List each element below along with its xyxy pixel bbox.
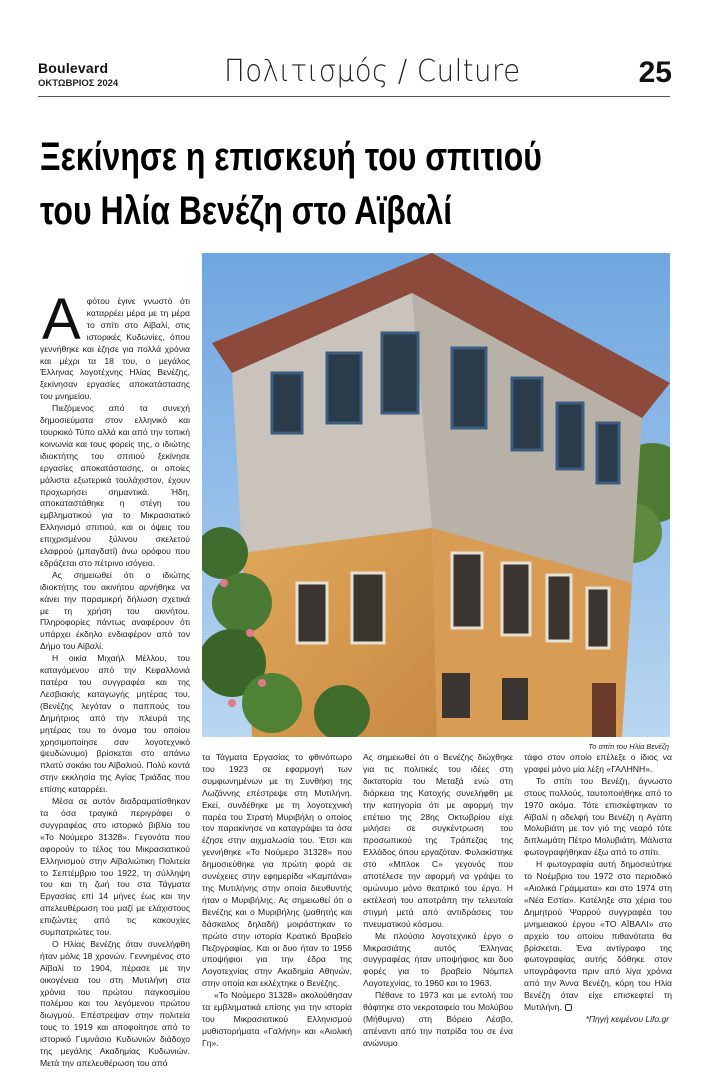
paragraph: τα Τάγματα Εργασίας το φθινόπωρο του 1923 σε εφαρμογή των συμφωνημένων με τη Συνθήκη της Λωζάννης επέστρεψε στη Μυτιλήνη. Εκεί, συνδέθηκε με τη λογοτεχνική παρέα του Στρατή Μυριβήλη ο οποίος τον παρακίνησε να καταγράψει τα όσα έζησε στην αιχμαλωσία του. Έτσι και γεννήθηκε «Το Νούμερο 31328» που δημοσιεύθηκε για πρώτη φορά σε συνέχειες στην εφημερίδα «Καμπάνα» της Μυτιλήνης στην οποία διευθυντής ήταν ο Μυριβήλης. Ας σημειωθεί ότι ο Βενέζης και ο Μυριβήλης (μαθητής και δάσκαλος δηλαδή) μοιράστηκαν το πρώτο στην ιστορία Κρατικό Βραβείο Πεζογραφίας. Και οι δυο ήταν το 1956 υποψήφιοι για την έδρα της Λογοτεχνίας στην Ακαδημία Αθηνών, στην οποία και εκλέχτηκε ο Βενέζης. bbox=[202, 752, 352, 989]
paragraph: Ας σημειωθεί ότι ο Βενέζης διώχθηκε για τις πολιτικές του ιδέες στη δικτατορία του Μεταξά ενώ στη διάρκεια της Κατοχής συνελήφθη με την κατηγορία ότι με αφορμή την επέτειο της 28ης Οκτωβρίου είχε μιλήσει σε συγκέντρωση του προσωπικού της Τράπεζας της Ελλάδος όπου εργαζόταν. Φυλακίστηκε στο «Μπλοκ C» γεγονός που αποτέλεσε την αφορμή να γράψει το ομώνυμο μόνο θεατρικό του έργο. Η εκτέλεσή του αποτράπη την τελευταία στιγμή μετά από αντιδράσεις του πνευματικού κόσμου. bbox=[363, 752, 513, 929]
paragraph-text: Η φωτογραφία αυτή δημοσιεύτηκε το Νοέμβριο του 1972 στο περιοδικό «Αιολικά Γράμματα» και στο 1974 στη «Νέα Εστία». Κατέληξε στα χέρια του Δημητρού Ψαρρού συγγραφέα του μνημειακού έργου «ΤΟ ΑΪΒΑΛΙ» στο αρχείο του οποίου πιθανότατα θα βρίσκεται. Ένα αντίγραφο της φωτογραφίας αυτής δόθηκε στον υπογράφοντα πριν από λίγα χρόνια από την Άννα Βενέζη, κόρη του Ηλία Βενέζη όταν είχε επισκεφτεί τη Μυτιλήνη. bbox=[524, 859, 672, 1013]
house-illustration bbox=[202, 253, 670, 737]
photo-caption: Το σπίτι του Ηλία Βενέζη bbox=[588, 742, 669, 751]
page-header bbox=[38, 54, 678, 96]
paragraph: Ο Ηλίας Βενέζης όταν συνελήφθη ήταν μόλις 18 χρονών. Γεννημένος στο Αϊβαλί το 1904, πέρασε με την οικογένεια του στη Μυτιλήνη στα χρόνια του πρώτου παγκοσμίου πολέμου και του λεγόμενου πρώτου διωγμού. Επέστρεψαν στην πολιτεία τους το 1919 και αποφοίτησε από το ιστορικό Γυμνάσιο Κυδωνιών διάδοχο της μεγάλης Ακαδημίας Κυδωνιών. Μετά την απελευθέρωση του από bbox=[40, 938, 190, 1068]
article-column-3 bbox=[363, 752, 513, 1050]
issue-date: ΟΚΤΩΒΡΙΟΣ 2024 bbox=[38, 78, 119, 89]
end-of-article-icon bbox=[565, 1004, 572, 1011]
paragraph: Η οικία Μιχαήλ Μέλλου, του καταγόμενου από την Κεφαλλονιά πατέρα του συγγραφέα και της Λεσβιακής καταγωγής μητέρας του, (Βενέζης λεγόταν ο παππούς του Δημήτριος από την πλευρά της μητέρας του το όνομα του οποίου χρησιμοποίησε σαν λογοτεχνικό ψευδώνυμο) βρίσκεται στο απάνω πλατύ σοκάκι του Αϊβαλιού. Πολύ κοντά στην εκκλησία της Αγίας Τριάδας που επίσης καταρρέει. bbox=[40, 653, 190, 795]
paragraph: Πιεζόμενος από τα συνεχή δημοσιεύματα στον ελληνικό και τουρκικό Τύπο αλλά και από την τοπική κοινωνία και τους φορείς της, ο ιδιώτης ιδιοκτήτης του σπιτιού ξεκίνησε εργασίες αποκατάστασης, οι οποίες μάλιστα εξωτερικά τουλάχιστον, έχουν προχωρήσει σημαντικά. Ήδη, αποκαταστάθηκε η στέγη του εμβληματικού για το Μικρασιατικό Ελληνισμό σπιτιού, και οι όψεις του επιχρισμένου ξύλινου σκελετού ελαφρού (μπαγδατί) άνω ορόφου που εδράζεται στο πέτρινο ισόγειο. bbox=[40, 403, 190, 568]
paragraph: Το σπίτι του Βενέζη, άγνωστο στους πολλούς, ταυτοποιήθηκε από το 1970 ακόμα. Τότε επισκέφτηκαν το Αϊβαλί η αδελφή του Βενέζη η Αγάπη Μολυβιάτη με τον γιό της νεαρό τότε διπλωμάτη Πέτρο Μολυβιάτη. Μάλιστα φωτογραφήθηκαν έξω από το σπίτι. bbox=[524, 775, 672, 858]
paragraph: Πέθανε το 1973 και με εντολή του θάφτηκε στο νεκροταφείο του Μολύβου (Μήθυμνα) στη Βόρειο Λέσβο, απέναντι από την πατρίδα του σε ένα ανώνυμο bbox=[363, 990, 513, 1048]
paragraph: Μέσα σε αυτόν διαδραματίσθηκαν τα όσα τραγικά περιγράφει ο συγγραφέας στο ιστορικό βιβλίο του «Το Νούμερο 31328». Γεγονότα που αφορούν το τέλος του Μικρασιατικού Ελληνισμού στην Αϊβαλιώτικη Πολιτεία το Σεπτέμβριο του 1922, τη σύλληψη του και τη ζωή του στα Τάγματα Εργασίας επί 14 μήνες έως και την απελευθέρωση του μαζί με ελάχιστους επιζώντες από τις κακουχίες συμπατριώτες του. bbox=[40, 796, 190, 938]
header-divider bbox=[38, 96, 670, 97]
publication-name: Boulevard bbox=[38, 60, 109, 76]
article-headline bbox=[40, 130, 544, 238]
article-column-4 bbox=[524, 752, 672, 1014]
paragraph: φότου έγινε γνωστό ότι καταρρέει μέρα με τη μέρα το σπίτι στο Αϊβαλί, στις ιστορικές Κυδωνίες, όπου γεννήθηκε και έζησε για πολλά χρόνια και μέχρι τα 18 του, ο μεγάλος Έλληνας λογοτέχνης Ηλίας Βενέζης, ξεκίνησαν εργασίες αποκατάστασης του μνημείου. bbox=[40, 296, 190, 402]
drop-cap: Α bbox=[42, 287, 81, 352]
text-source: *Πηγή κειμένου Lifo.gr bbox=[585, 1014, 669, 1024]
paragraph bbox=[524, 859, 672, 1014]
house-photo bbox=[202, 253, 670, 737]
paragraph: «Το Νούμερο 31328» ακολούθησαν τα εμβληματικά επίσης για την ιστορία του Μικρασιατικού Ελληνισμού μυθιστορήματα «Γαλήνη» και «Αιολική Γη». bbox=[202, 990, 352, 1048]
article-column-1 bbox=[40, 287, 190, 1070]
article-column-2 bbox=[202, 752, 352, 1050]
headline-line-2: του Ηλία Βενέζη στο Αϊβαλί bbox=[40, 189, 453, 233]
page-number: 25 bbox=[638, 56, 672, 89]
paragraph: τάφο στον οποίο επέλεξε ο ίδιος να γραφεί μόνο μία λέξη «ΓΑΛΗΝΗ». bbox=[524, 752, 672, 774]
section-title: Πολιτισμός / Culture bbox=[224, 54, 521, 89]
headline-line-1: Ξεκίνησε η επισκευή του σπιτιού bbox=[40, 135, 542, 179]
paragraph: Ας σημειωθεί ότι ο ιδιώτης ιδιοκτήτης του ακινήτου αρνήθηκε να κάνει την παραμικρή δήλωση σχετικά με τη χρήση του ακινήτου. Πληροφορίες πάντως αναφέρουν ότι υπάρχει έκδηλο ενδιαφέρον από τον Δήμο του Αϊβαλί. bbox=[40, 569, 190, 652]
paragraph: Με πλούσιο λογοτεχνικό έργο ο Μικρασιάτης αυτός Έλληνας συγγραφέας ήταν υποψήφιος και δυο φορές για το βραβείο Νόμπελ Λογοτεχνίας, το 1960 και το 1963. bbox=[363, 930, 513, 989]
